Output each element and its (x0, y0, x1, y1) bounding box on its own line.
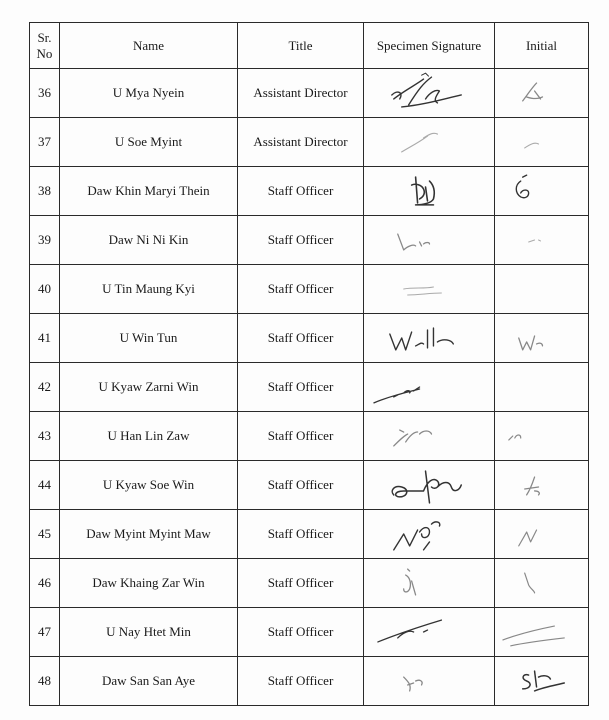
initial-image (495, 216, 588, 264)
specimen-signature-cell (364, 265, 495, 314)
initial-image (495, 265, 588, 313)
header-title-label: Title (288, 37, 313, 53)
title-cell: Staff Officer (238, 461, 364, 510)
initial-image (495, 608, 588, 656)
header-initial (495, 23, 589, 69)
initial-image (495, 363, 588, 411)
initial-image (495, 461, 588, 509)
table-row (30, 461, 589, 510)
initial-image (495, 657, 588, 705)
sr-no-cell: 44 (30, 461, 60, 510)
name-cell: U Tin Maung Kyi (60, 265, 238, 314)
name-cell: Daw San San Aye (60, 657, 238, 706)
header-sr-no (30, 23, 60, 69)
initial-image (495, 167, 588, 215)
header-title (238, 23, 364, 69)
initial-image (495, 412, 588, 460)
initial-image (495, 314, 588, 362)
table-row (30, 265, 589, 314)
header-name (60, 23, 238, 69)
signature-image (364, 314, 494, 362)
table-row (30, 314, 589, 363)
initial-image (495, 510, 588, 558)
sr-no-cell: 42 (30, 363, 60, 412)
specimen-signature-cell (364, 314, 495, 363)
specimen-signature-cell (364, 216, 495, 265)
name-cell: U Han Lin Zaw (60, 412, 238, 461)
initial-cell (495, 412, 589, 461)
title-cell: Staff Officer (238, 265, 364, 314)
signature-image (364, 118, 494, 166)
specimen-signature-cell (364, 363, 495, 412)
initial-cell (495, 657, 589, 706)
name-cell: Daw Myint Myint Maw (60, 510, 238, 559)
table-header (30, 23, 589, 69)
signature-image (364, 461, 494, 509)
specimen-signature-table (29, 22, 589, 706)
sr-no-cell: 38 (30, 167, 60, 216)
table-body (30, 69, 589, 706)
table-row (30, 608, 589, 657)
title-cell: Staff Officer (238, 216, 364, 265)
title-cell: Staff Officer (238, 314, 364, 363)
initial-cell (495, 314, 589, 363)
specimen-signature-cell (364, 69, 495, 118)
sr-no-cell: 45 (30, 510, 60, 559)
title-cell: Staff Officer (238, 412, 364, 461)
initial-cell (495, 559, 589, 608)
header-initial-label: Initial (525, 37, 558, 53)
title-cell: Assistant Director (238, 69, 364, 118)
initial-cell (495, 118, 589, 167)
sr-no-cell: 47 (30, 608, 60, 657)
signature-image (364, 69, 494, 117)
header-row (30, 23, 589, 69)
sr-no-cell: 46 (30, 559, 60, 608)
sr-no-cell: 41 (30, 314, 60, 363)
specimen-signature-cell (364, 657, 495, 706)
name-cell: U Soe Myint (60, 118, 238, 167)
specimen-signature-cell (364, 559, 495, 608)
sr-no-cell: 39 (30, 216, 60, 265)
name-cell: Daw Khin Maryi Thein (60, 167, 238, 216)
specimen-signature-cell (364, 461, 495, 510)
initial-cell (495, 608, 589, 657)
initial-image (495, 69, 588, 117)
initial-image (495, 118, 588, 166)
signature-image (364, 412, 494, 460)
name-cell: U Mya Nyein (60, 69, 238, 118)
header-specimen-signature (364, 23, 495, 69)
title-cell: Staff Officer (238, 167, 364, 216)
initial-cell (495, 265, 589, 314)
signature-image (364, 363, 494, 411)
title-cell: Staff Officer (238, 363, 364, 412)
sr-no-cell: 36 (30, 69, 60, 118)
name-cell: U Kyaw Soe Win (60, 461, 238, 510)
title-cell: Staff Officer (238, 608, 364, 657)
initial-cell (495, 461, 589, 510)
specimen-signature-cell (364, 118, 495, 167)
initial-image (495, 559, 588, 607)
signature-image (364, 216, 494, 264)
name-cell: U Win Tun (60, 314, 238, 363)
table-row (30, 167, 589, 216)
initial-cell (495, 69, 589, 118)
name-cell: U Nay Htet Min (60, 608, 238, 657)
table-row (30, 69, 589, 118)
title-cell: Staff Officer (238, 559, 364, 608)
table-row (30, 412, 589, 461)
signature-image (364, 608, 494, 656)
table-row (30, 216, 589, 265)
header-sr-no-label: Sr. No (36, 29, 53, 61)
signature-image (364, 510, 494, 558)
title-cell: Staff Officer (238, 510, 364, 559)
name-cell: Daw Ni Ni Kin (60, 216, 238, 265)
sr-no-cell: 43 (30, 412, 60, 461)
sr-no-cell: 48 (30, 657, 60, 706)
initial-cell (495, 216, 589, 265)
specimen-signature-cell (364, 167, 495, 216)
initial-cell (495, 167, 589, 216)
table-row (30, 510, 589, 559)
signature-image (364, 265, 494, 313)
signature-image (364, 167, 494, 215)
title-cell: Staff Officer (238, 657, 364, 706)
header-specimen-signature-label: Specimen Signature (376, 37, 482, 53)
header-name-label: Name (132, 37, 165, 53)
specimen-signature-cell (364, 412, 495, 461)
table-row (30, 559, 589, 608)
table-row (30, 118, 589, 167)
specimen-signature-cell (364, 608, 495, 657)
name-cell: Daw Khaing Zar Win (60, 559, 238, 608)
signature-image (364, 657, 494, 705)
initial-cell (495, 363, 589, 412)
table-row (30, 657, 589, 706)
title-cell: Assistant Director (238, 118, 364, 167)
table-row (30, 363, 589, 412)
sr-no-cell: 37 (30, 118, 60, 167)
initial-cell (495, 510, 589, 559)
sr-no-cell: 40 (30, 265, 60, 314)
specimen-signature-cell (364, 510, 495, 559)
name-cell: U Kyaw Zarni Win (60, 363, 238, 412)
signature-image (364, 559, 494, 607)
